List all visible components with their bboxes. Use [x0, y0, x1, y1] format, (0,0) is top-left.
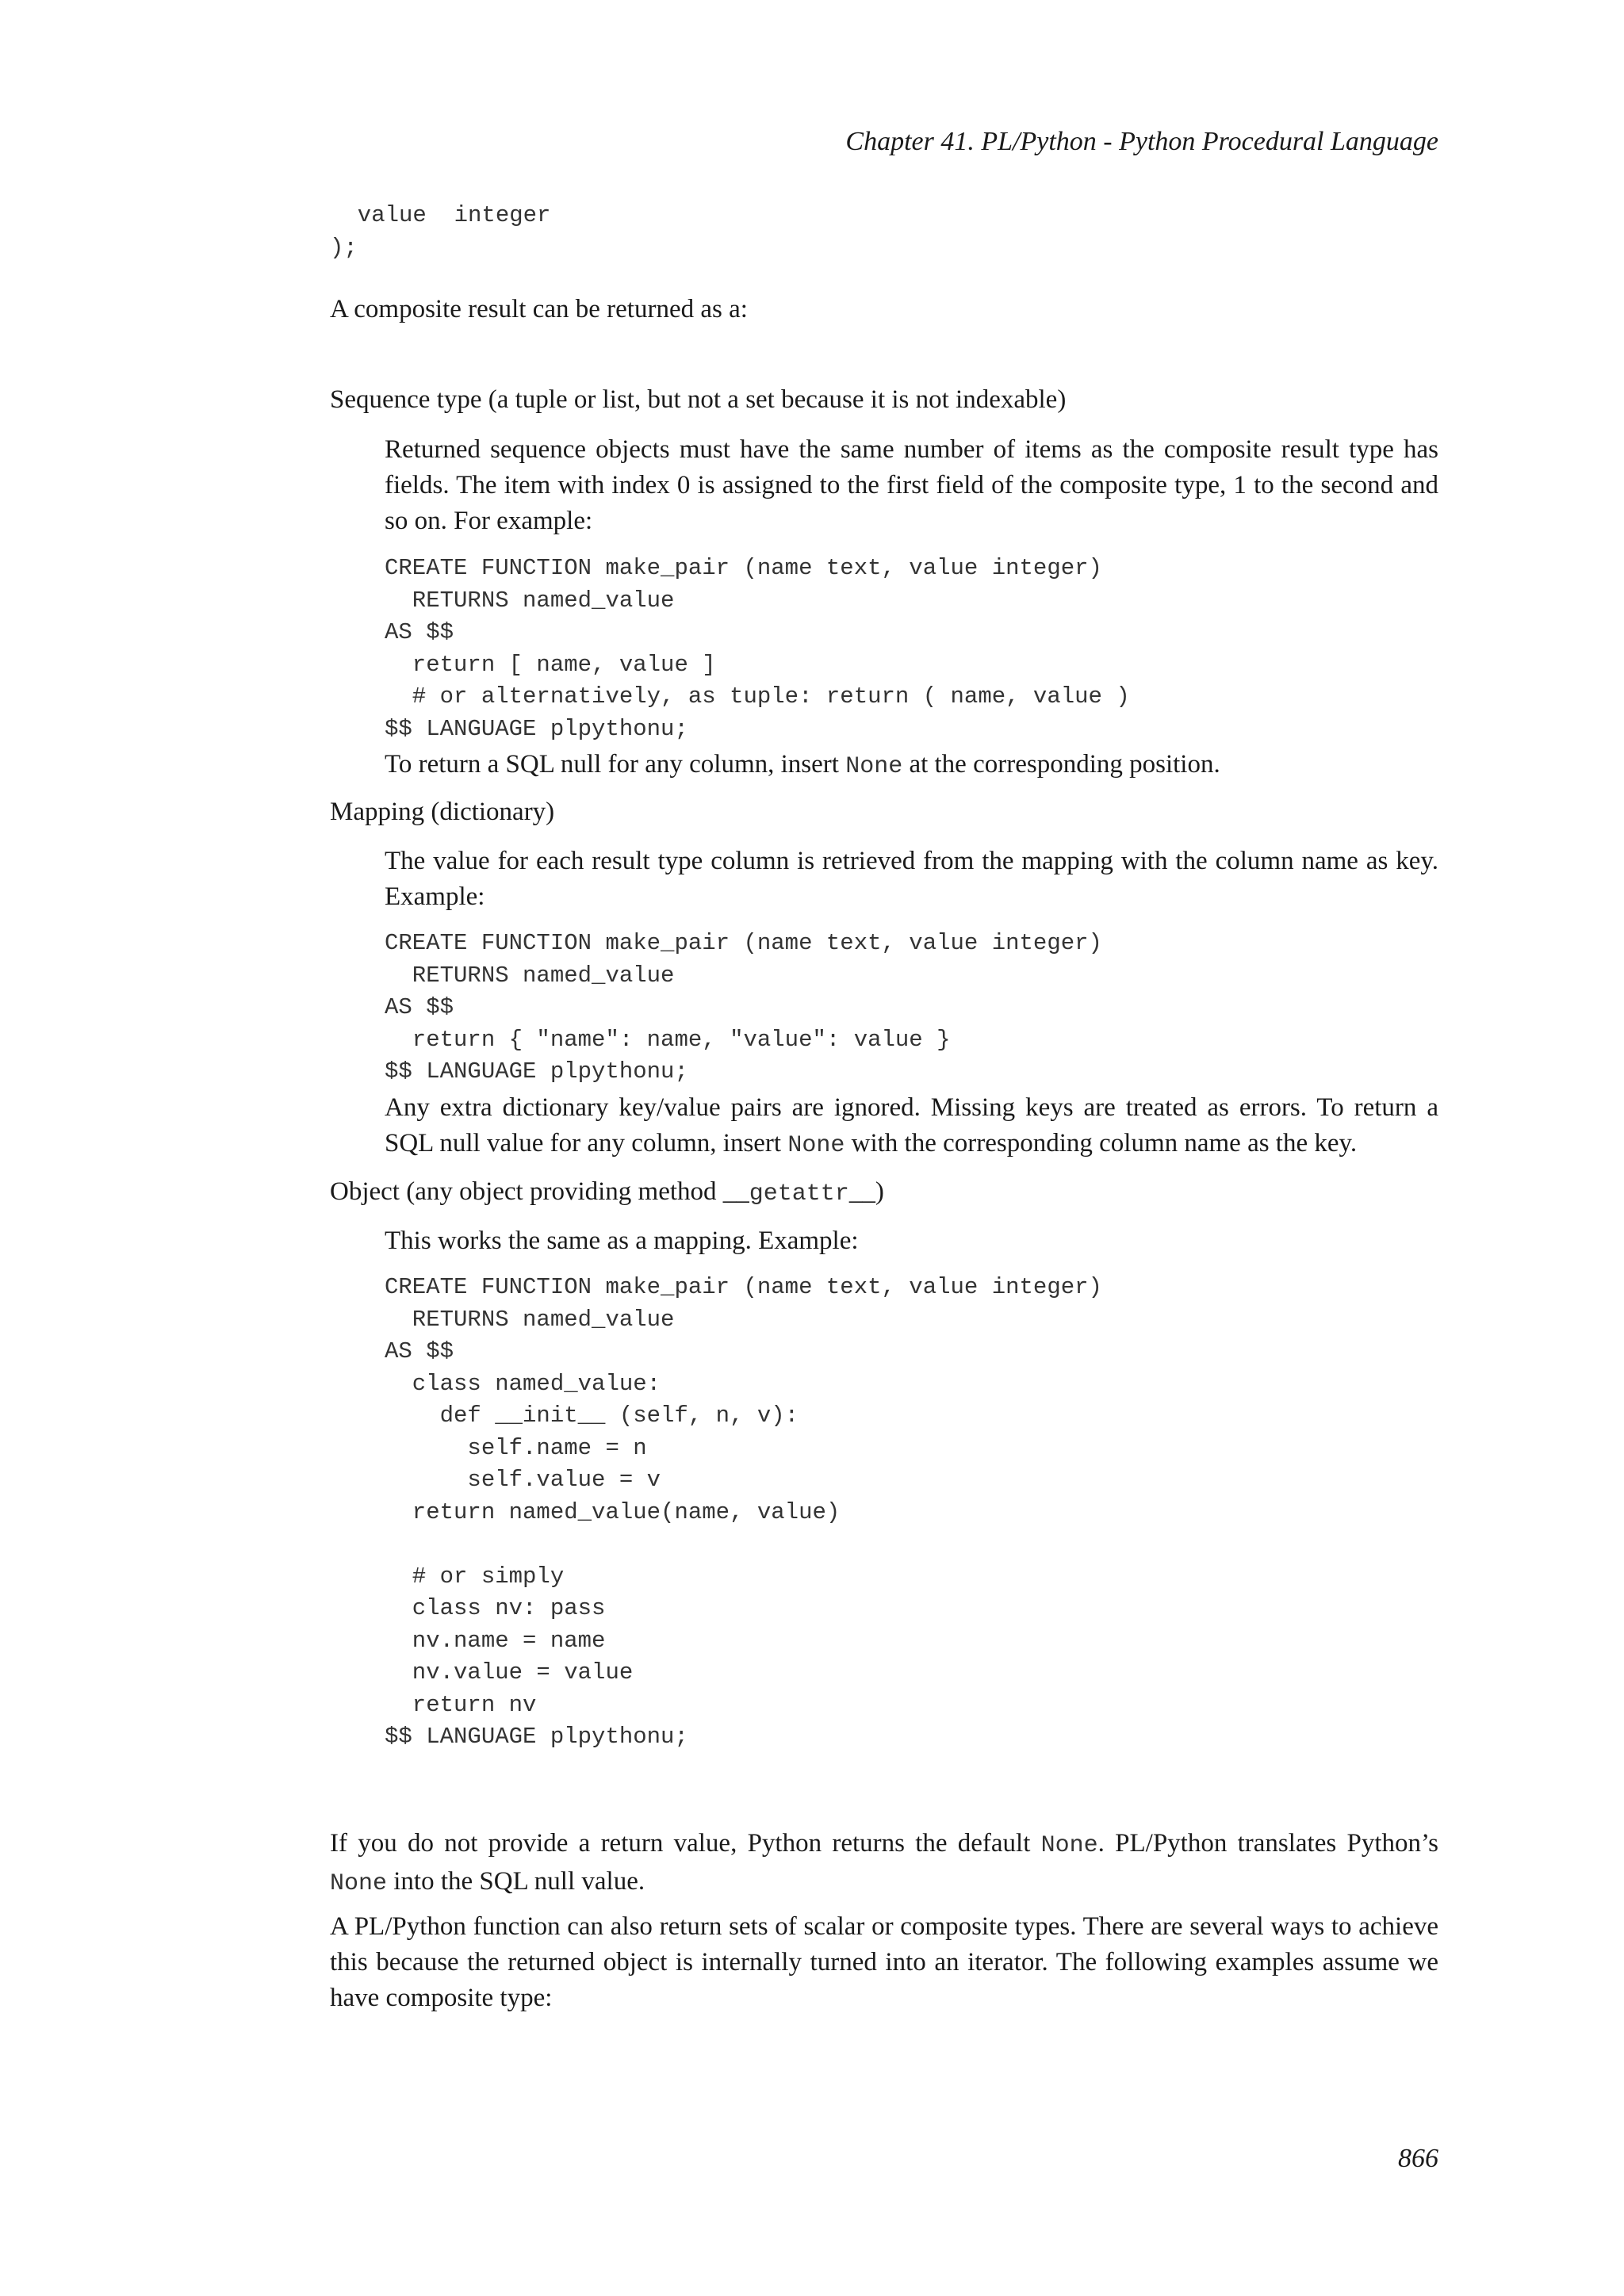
- object-description: This works the same as a mapping. Example:: [385, 1226, 859, 1255]
- page-number: 866: [1398, 2144, 1438, 2173]
- none-keyword: None: [1040, 1832, 1098, 1859]
- sequence-null-note: To return a SQL null for any column, insert None at the corresponding position.: [385, 750, 1220, 780]
- term-sequence-type: Sequence type (a tuple or list, but not a set because it is not indexable): [330, 385, 1067, 414]
- none-keyword: None: [787, 1132, 845, 1159]
- term-mapping: Mapping (dictionary): [330, 798, 555, 826]
- chapter-header: Chapter 41. PL/Python - Python Procedural Language: [845, 127, 1438, 156]
- getattr-keyword: getattr: [749, 1181, 849, 1207]
- none-keyword: None: [845, 753, 903, 780]
- code-block-mapping: CREATE FUNCTION make_pair (name text, value integer) RETURNS named_value AS $$ return { "name": name, "value": value } $$ LANGUAGE plpythonu;: [385, 930, 1102, 1085]
- code-block-type-end: value integer );: [330, 202, 551, 261]
- return-none-paragraph: If you do not provide a return value, Python returns the default None. PL/Python translates Python’s None into the SQL null value.: [330, 1829, 1438, 1897]
- code-block-sequence: CREATE FUNCTION make_pair (name text, value integer) RETURNS named_value AS $$ return [ name, value ] # or alternatively, as tuple: return ( name, value ) $$ LANGUAGE plpythonu;: [385, 555, 1130, 742]
- term-object: Object (any object providing method __getattr__): [330, 1177, 884, 1207]
- none-keyword: None: [330, 1870, 388, 1897]
- return-sets-paragraph: A PL/Python function can also return sets of scalar or composite types. There are several ways to achieve this because the returned object is internally turned into an iterator. The following examples assume we have composite type:: [330, 1912, 1438, 2012]
- mapping-description: The value for each result type column is retrieved from the mapping with the column name as key. Example:: [385, 847, 1438, 911]
- mapping-note: Any extra dictionary key/value pairs are ignored. Missing keys are treated as errors. To return a SQL null value for any column, insert None with the corresponding column name as the key.: [385, 1093, 1438, 1159]
- intro-paragraph: A composite result can be returned as a:: [330, 295, 748, 323]
- sequence-description: Returned sequence objects must have the same number of items as the composite result type has fields. The item with index 0 is assigned to the first field of the composite type, 1 to the second and so on. For example:: [385, 435, 1438, 535]
- code-block-object: CREATE FUNCTION make_pair (name text, value integer) RETURNS named_value AS $$ class named_value: def __init__ (self, n, v): self.name = n self.value = v return named_value(name, value) # or simply class nv: pass nv.name = name nv.value = value return nv $$ LANGUAGE plpythonu;: [385, 1274, 1102, 1750]
